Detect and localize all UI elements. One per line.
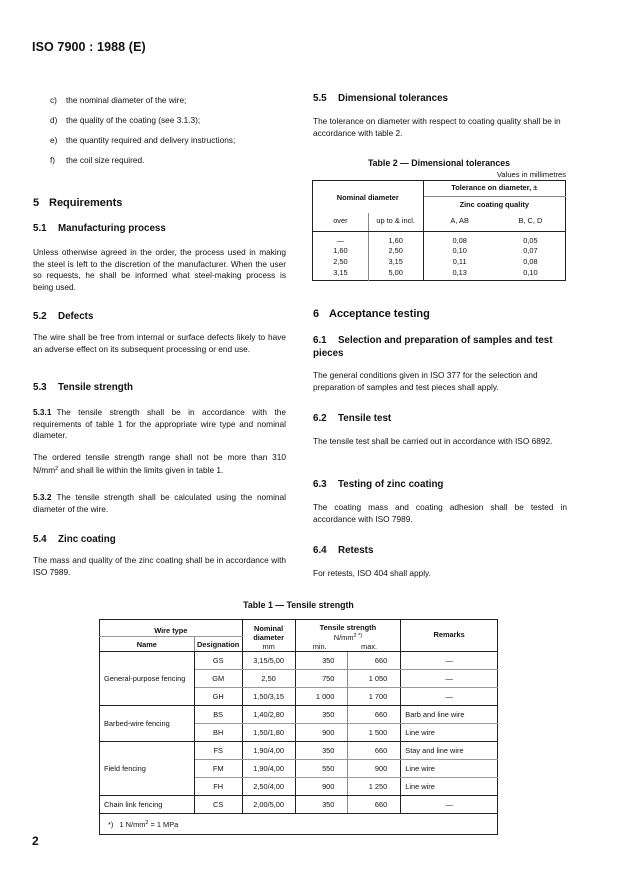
section-5-4-heading: 5.4 Zinc coating	[33, 534, 116, 545]
clause-5-3-2: 5.3.2 The tensile strength shall be calculated using the nominal diameter of the wire.	[33, 492, 286, 514]
section-5-1-text: Unless otherwise agreed in the order, the process used in making the steel is left to the discretion of the manufacturer. When the user so requests, he shall be informed what steel-making process is being used.	[33, 247, 286, 292]
wire-name: Barbed-wire fencing	[100, 706, 195, 742]
document-id: ISO 7900 : 1988 (E)	[32, 40, 146, 54]
table-row: Field fencing FS 1,90/4,00 350 660 Stay and line wire	[100, 742, 498, 760]
list-item: e) the quantity required and delivery instructions;	[50, 135, 236, 145]
section-6-4-heading: 6.4 Retests	[313, 545, 374, 556]
section-6-4-text: For retests, ISO 404 shall apply.	[313, 568, 431, 578]
section-6-2-text: The tensile test shall be carried out in accordance with ISO 6892.	[313, 436, 553, 446]
section-5-1-heading: 5.1 Manufacturing process	[33, 223, 166, 234]
table-row: GM 2,50 750 1 050 —	[100, 670, 498, 688]
tensile-strength-table	[99, 619, 498, 835]
wire-name: Field fencing	[100, 742, 195, 796]
header-tolerance: Tolerance on diameter, ±	[423, 181, 565, 197]
table-2-units: Values in millimetres	[496, 170, 566, 179]
header-zinc-quality: Zinc coating quality	[459, 199, 529, 209]
section-5-5-text: The tolerance on diameter with respect to coating quality shall be in accordance with table 2.	[313, 116, 561, 138]
table-row: General-purpose fencing GS 3,15/5,00 350 660 —	[100, 652, 498, 670]
header-over: over	[313, 213, 369, 231]
table-footnote: *) 1 $N/mm^2 = 1$ MPa	[108, 820, 179, 829]
header-nominal-diameter: Nominal diameter	[313, 181, 424, 214]
list-item: d) the quality of the coating (see 3.1.3);	[50, 115, 201, 125]
table-row: Barbed-wire fencing BS 1,40/2,80 350 660 Barb and line wire	[100, 706, 498, 724]
table-row: FM 1,90/4,00 550 900 Line wire	[100, 760, 498, 778]
section-5-4-text: The mass and quality of the zinc coating shall be in accordance with ISO 7989.	[33, 555, 286, 577]
table-row: BH 1,50/1,80 900 1 500 Line wire	[100, 724, 498, 742]
header-nominal-diameter: Nominal diameter mm	[242, 620, 295, 652]
table-2-title: Table 2 — Dimensional tolerances	[367, 158, 511, 168]
section-6-2-heading: 6.2 Tensile test	[313, 413, 392, 424]
section-5-2-heading: 5.2 Defects	[33, 311, 94, 322]
table-row: 2,50 3,15 0,11 0,08	[313, 257, 566, 268]
header-tensile-strength: Tensile strength $N/mm^{2 *)}$ min. max.	[295, 620, 401, 652]
table-row: — 1,60 0,08 0,05	[313, 231, 566, 246]
header-b-c-d: B, C, D	[496, 213, 566, 231]
section-5-5-heading: 5.5 Dimensional tolerances	[313, 93, 448, 104]
list-item: c) the nominal diameter of the wire;	[50, 95, 187, 105]
header-a-ab: A, AB	[423, 213, 496, 231]
tensile-range-paragraph: The ordered tensile strength range shall not be more than 310 $N/mm^2$ and shall lie within the limits given in table 1.	[33, 452, 286, 475]
section-5-2-text: The wire shall be free from internal or surface defects likely to have an adverse effect on its subsequent processing or end use.	[33, 332, 286, 354]
section-5-3-heading: 5.3 Tensile strength	[33, 382, 133, 393]
dimensional-tolerances-table	[312, 180, 566, 281]
header-name: Name	[100, 637, 195, 652]
section-6-1-text: The general conditions given in ISO 377 for the selection and preparation of samples and test pieces shall apply.	[313, 370, 538, 392]
table-row: 3,15 5,00 0,13 0,10	[313, 268, 566, 281]
section-5-heading: 5 Requirements	[33, 197, 123, 209]
table-row: FH 2,50/4,00 900 1 250 Line wire	[100, 778, 498, 796]
table-row: Chain link fencing CS 2,00/5,00 350 660 —	[100, 796, 498, 814]
table-1-title: Table 1 — Tensile strength	[243, 600, 354, 610]
section-6-3-heading: 6.3 Testing of zinc coating	[313, 479, 444, 490]
ordering-list	[50, 95, 290, 166]
table-row: 1,60 2,50 0,10 0,07	[313, 246, 566, 257]
header-wire-type: Wire type	[100, 620, 243, 637]
wire-name: Chain link fencing	[100, 796, 195, 814]
clause-5-3-1: 5.3.1 The tensile strength shall be in accordance with the requirements of table 1 for the appropriate wire type and nominal diameter.	[33, 407, 286, 440]
header-designation: Designation	[194, 637, 242, 652]
header-remarks: Remarks	[401, 620, 498, 652]
section-6-1-heading: 6.1 Selection and preparation of samples and test pieces	[313, 335, 553, 359]
wire-name: General-purpose fencing	[100, 652, 195, 706]
header-up-to: up to & incl.	[368, 213, 423, 231]
table-row: GH 1,50/3,15 1 000 1 700 —	[100, 688, 498, 706]
page-number: 2	[32, 834, 39, 848]
section-6-heading: 6 Acceptance testing	[313, 308, 430, 320]
section-6-3-text: The coating mass and coating adhesion shall be tested in accordance with ISO 7989.	[313, 502, 567, 524]
list-item: f) the coil size required.	[50, 155, 145, 165]
